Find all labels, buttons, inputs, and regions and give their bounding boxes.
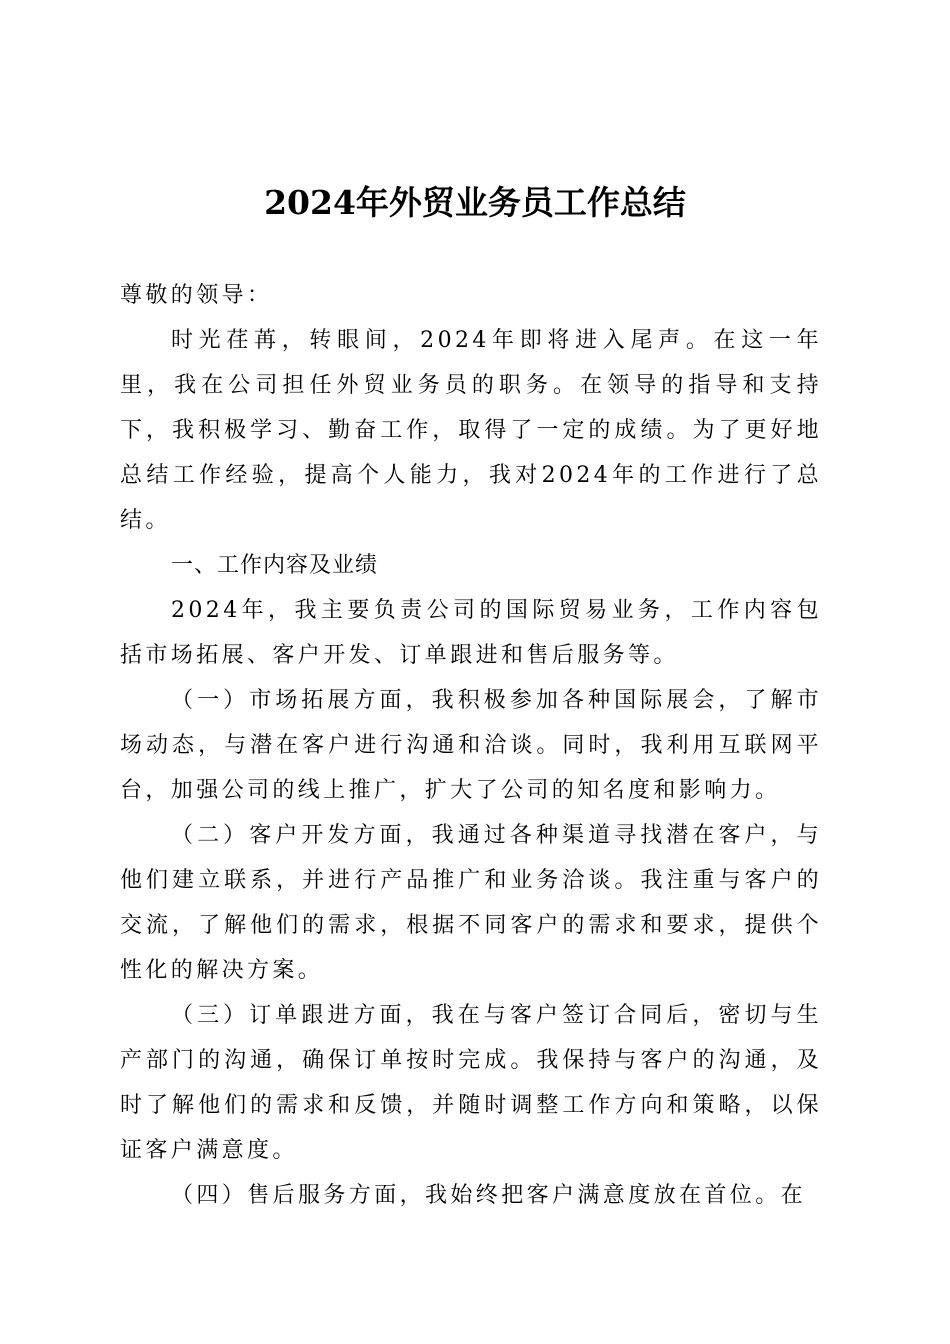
paragraph-overview: 2024年，我主要负责公司的国际贸易业务，工作内容包括市场拓展、客户开发、订单跟进和售后服务等。 (120, 598, 822, 668)
paragraph-after-sales: （四）售后服务方面，我始终把客户满意度放在首位。在 (171, 1183, 807, 1208)
section-heading: 一、工作内容及业绩 (171, 553, 379, 578)
paragraph-client-development: （二）客户开发方面，我通过各种渠道寻找潜在客户，与他们建立联系，并进行产品推广和业务洽谈。我注重与客户的交流，了解他们的需求，根据不同客户的需求和要求，提供个性化的解决方案。 (120, 823, 822, 983)
salutation: 尊敬的领导： (120, 283, 273, 308)
paragraph-order-followup: （三）订单跟进方面，我在与客户签订合同后，密切与生产部门的沟通，确保订单按时完成。我保持与客户的沟通，及时了解他们的需求和反馈，并随时调整工作方向和策略，以保证客户满意度。 (120, 1003, 822, 1163)
paragraph-market-expansion: （一）市场拓展方面，我积极参加各种国际展会，了解市场动态，与潜在客户进行沟通和洽谈。同时，我利用互联网平台，加强公司的线上推广，扩大了公司的知名度和影响力。 (120, 688, 822, 803)
document-body (120, 273, 822, 1218)
document-title: 2024年外贸业务员工作总结 (264, 183, 686, 222)
paragraph-intro: 时光荏苒，转眼间，2024年即将进入尾声。在这一年里，我在公司担任外贸业务员的职务。在领导的指导和支持下，我积极学习、勤奋工作，取得了一定的成绩。为了更好地总结工作经验，提高个人能力，我对2024年的工作进行了总结。 (120, 328, 822, 533)
